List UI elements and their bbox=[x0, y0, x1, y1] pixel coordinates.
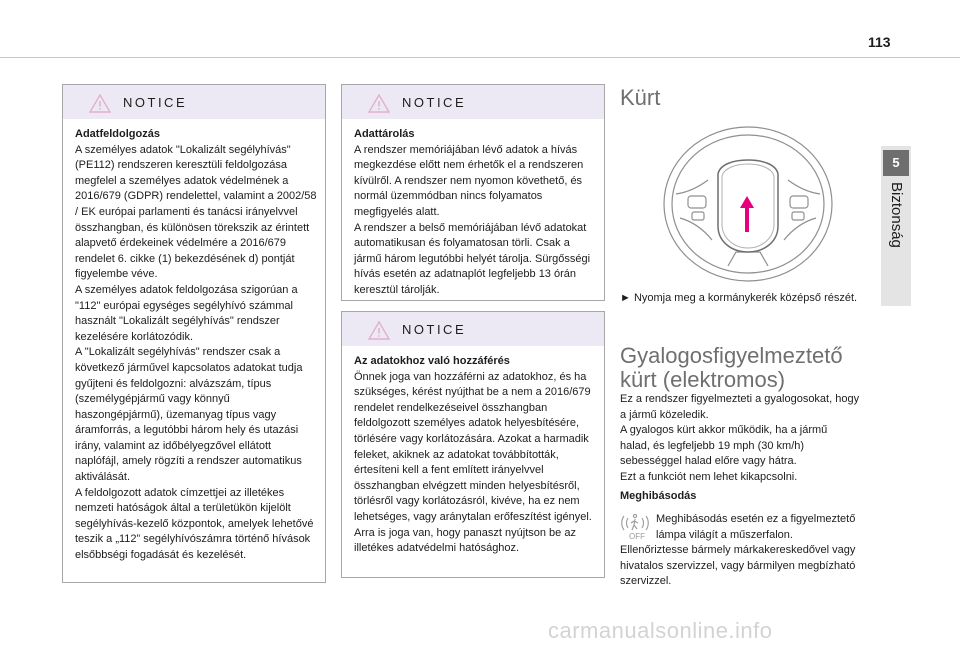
notice-text: A rendszer memóriájában lévő adatok a hívás megkezdése előtt nem érhetők el a rendszeren kívülről. A rendszer nem nyomon követhető, és normál üzemmódban nincs folyamatos megfigyelés alatt. A rendszer a belső memóriájában lévő adatokat automatikusan és folyamatosan törli. Csak a jármű három legutóbbi helyét tárolja. Sürgősségi hívás esetén az adatnaplót legfeljebb 13 órán keresztül tárolják. bbox=[354, 143, 591, 296]
notice-header bbox=[63, 85, 325, 119]
notice-title: NOTICE bbox=[123, 95, 188, 110]
pedestrian-horn-warning-lamp-icon bbox=[620, 510, 652, 540]
malfunction-text-line2: lámpa világít a műszerfalon. bbox=[656, 529, 793, 541]
horn-instruction: ► Nyomja meg a kormánykerék középső részét. bbox=[620, 292, 858, 304]
notice-title: NOTICE bbox=[402, 95, 467, 110]
chapter-label: Biztonság bbox=[888, 182, 905, 248]
warning-triangle-icon bbox=[368, 321, 390, 340]
notice-text: A személyes adatok "Lokalizált segélyhívás" (PE112) rendszeren keresztüli feldolgozása megfelel a személyes adatok védelmének a 2016/679 (GDPR) rendelettel, valamint a 2002/58 / EK európai parlamenti és tanácsi irányelvvel összhangban, és különösen törekszik az érintett alapvető érdekeinek védelmére a 2016/679 rendelet 6. cikke (1) bekezdésének d) pontját figyelembe véve. A személyes adatok feldolgozása szigorúan a "112" európai egységes segélyhívó számmal használt "Lokalizált segélyhívás" rendszer kezelésére korlátozódik. A "Lokalizált segélyhívás" rendszer csak a következő járművel kapcsolatos adatokat tudja gyűjteni és feldolgozni: alvázszám, típus (személygépjármű vagy könnyű haszongépjármű), üzemanyag típus vagy áramforrás, a legutóbbi három hely és utazási irány, valamint az időbélyegzővel ellátott naplófájl, amely rögzíti a rendszer automatikus aktiválását. A feldolgozott adatok címzettjei az illetékes nemzeti hatóságok által a területükön kijelölt segélyhívás-kezelő központok, amelyek lehetővé teszik a „112” segélyhívószámra történő hívások elsőbbségi fogadását és kezelését. bbox=[75, 143, 317, 562]
notice-body bbox=[342, 119, 604, 299]
malfunction-heading: Meghibásodás bbox=[620, 490, 697, 502]
press-arrow-icon bbox=[739, 196, 755, 232]
warning-triangle-icon bbox=[368, 94, 390, 113]
title-line: kürt (elektromos) bbox=[620, 367, 786, 392]
notice-data-storage bbox=[341, 84, 605, 301]
horn-title: Kürt bbox=[620, 85, 661, 110]
notice-heading: Az adatokhoz való hozzáférés bbox=[354, 355, 510, 367]
malfunction-text-rest: Ellenőriztesse bármely márkakereskedővel vagy hivatalos szervizzel, vagy bármilyen megbízható szervizzel. bbox=[620, 544, 856, 588]
watermark: carmanualsonline.info bbox=[548, 618, 773, 643]
header-rule bbox=[0, 57, 960, 58]
pedestrian-horn-title bbox=[620, 344, 843, 392]
chapter-number: 5 bbox=[883, 150, 909, 176]
notice-header bbox=[342, 312, 604, 346]
notice-text: Önnek joga van hozzáférni az adatokhoz, és ha szükséges, kérést nyújthat be a nem a 2016/679 rendelet rendelkezéseivel összhangban feldolgozott személyes adatok helyesbítésére, törlésére vagy korlátozására. Azokat a harmadik feleket, akiknek az adatokat továbbították, értesíteni kell a fent említett irányelvvel összhangban elvégzett minden helyesbítésről, törlésről vagy korlátozásról, kivéve, ha ez nem lehetséges, vagy aránytalan erőfeszítést igényel. Arra is joga van, hogy panaszt nyújtson be az illetékes adatvédelmi hatósághoz. bbox=[354, 370, 592, 555]
lamp-label: OFF bbox=[629, 532, 645, 540]
notice-title: NOTICE bbox=[402, 322, 467, 337]
notice-heading: Adattárolás bbox=[354, 128, 415, 140]
notice-data-access bbox=[341, 311, 605, 578]
malfunction-text-line1: Meghibásodás esetén ez a figyelmeztető bbox=[656, 513, 856, 525]
page-number: 113 bbox=[868, 34, 891, 50]
notice-data-processing bbox=[62, 84, 326, 583]
notice-header bbox=[342, 85, 604, 119]
warning-triangle-icon bbox=[89, 94, 111, 113]
title-line: Gyalogosfigyelmeztető bbox=[620, 343, 843, 368]
notice-body bbox=[342, 346, 604, 557]
notice-body bbox=[63, 119, 325, 564]
pedestrian-horn-body: Ez a rendszer figyelmezteti a gyalogosokat, hogy a jármű közeledik. A gyalogos kürt akkor működik, ha a jármű halad, és legfeljebb 19 mph (30 km/h) sebességgel halad előre vagy hátra. Ezt a funkciót nem lehet kikapcsolni. bbox=[620, 393, 860, 483]
notice-heading: Adatfeldolgozás bbox=[75, 128, 160, 140]
